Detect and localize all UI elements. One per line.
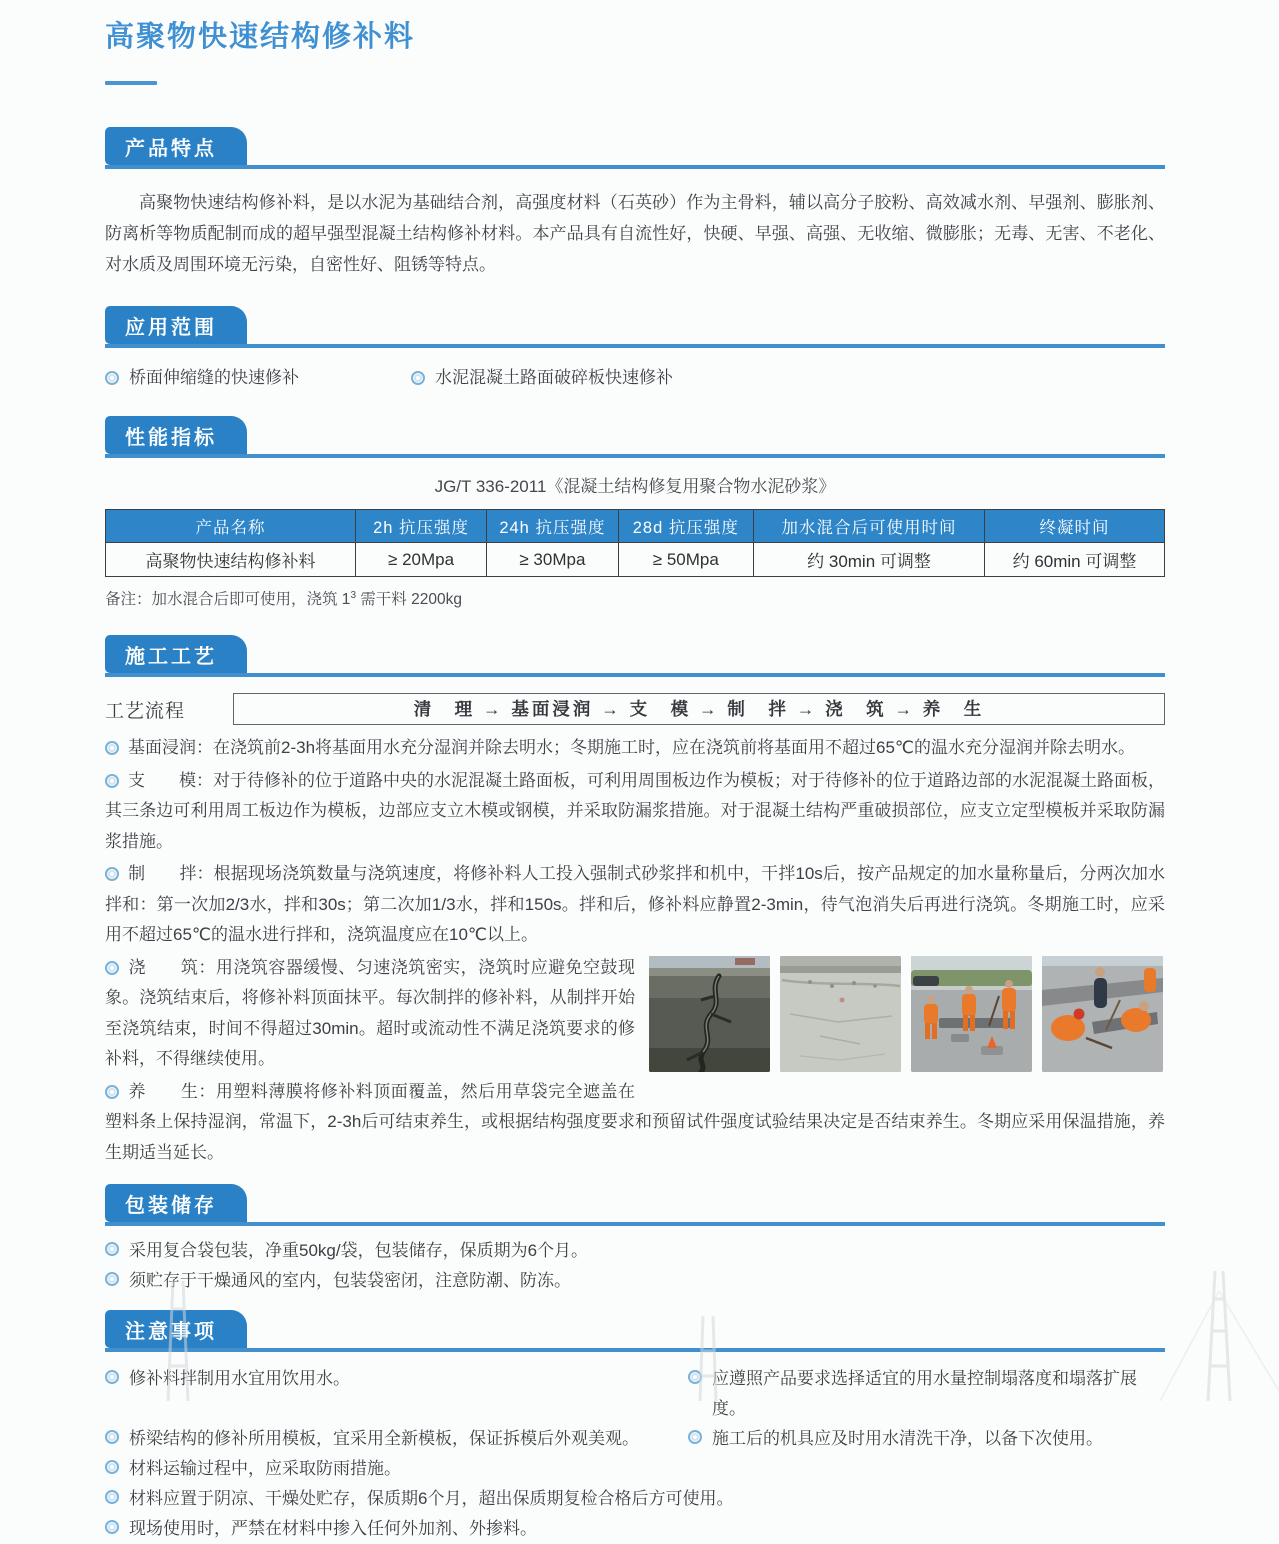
precaution-text: 应遵照产品要求选择适宜的用水量控制塌落度和塌落扩展度。: [712, 1369, 1137, 1418]
title-underline-dash: [105, 81, 157, 85]
list-item: [688, 1364, 1165, 1424]
step-paragraph: [105, 859, 1165, 951]
precaution-text: 材料运输过程中，应采取防雨措施。: [129, 1459, 401, 1478]
ring-bullet-icon: [105, 961, 119, 975]
section-tab-application: 应用范围: [105, 306, 247, 344]
table-footnote: [105, 587, 1165, 609]
table-cell: ≥ 30Mpa: [487, 543, 618, 577]
dark-pavement-crack-photo: [649, 956, 770, 1072]
precaution-text: 修补料拌制用水宜用饮用水。: [129, 1369, 350, 1388]
section-tab-performance: 性能指标: [105, 416, 247, 454]
precaution-text: 施工后的机具应及时用水清洗干净，以备下次使用。: [712, 1429, 1103, 1448]
section-tab-packaging: 包装储存: [105, 1184, 247, 1222]
section-banner-packaging: [105, 1184, 1165, 1226]
precaution-text: 材料应置于阴凉、干燥处贮存，保质期6个月，超出保质期复检合格后方可使用。: [129, 1489, 734, 1508]
application-list: [105, 364, 1165, 392]
flow-label: 工艺流程: [105, 700, 186, 722]
section-banner-construction: [105, 635, 1165, 677]
concrete-slab-crack-photo: [780, 956, 901, 1072]
ring-bullet-icon: [105, 371, 119, 385]
ring-bullet-icon: [105, 1460, 119, 1474]
application-item-text: 水泥混凝土路面破碎板快速修补: [435, 368, 673, 387]
list-item: [105, 1454, 1165, 1484]
ring-bullet-icon: [105, 1520, 119, 1534]
list-item: [105, 1236, 1165, 1266]
ring-bullet-icon: [105, 867, 119, 881]
list-item: [105, 1424, 688, 1454]
packaging-list: [105, 1236, 1165, 1296]
table-cell: 高聚物快速结构修补料: [106, 543, 356, 577]
table-header-cell: 产品名称: [106, 510, 356, 543]
list-item: [105, 1484, 1165, 1514]
list-item: [105, 1364, 688, 1424]
section-banner-application: [105, 306, 1165, 348]
construction-photo-strip: [649, 956, 1165, 1072]
table-row: [106, 543, 1165, 577]
section-tab-features: 产品特点: [105, 127, 247, 165]
application-item-text: 桥面伸缩缝的快速修补: [129, 368, 299, 387]
step-text: 基面浸润：在浇筑前2-3h将基面用水充分湿润并除去明水；冬期施工时，应在浇筑前将基面用不超过65℃的温水充分湿润并除去明水。: [128, 738, 1136, 757]
step-text: 养 生：用塑料薄膜将修补料顶面覆盖，然后用草袋完全遮盖在塑料条上保持湿润，常温下，2-3h后可结束养生，或根据结构强度要求和预留试件强度试验结果决定是否结束养生。冬期应采用保温措施，养生期适当延长。: [105, 1081, 1165, 1162]
table-cell: 约 60min 可调整: [984, 543, 1164, 577]
step-paragraph: [105, 733, 1165, 764]
precaution-text: 现场使用时，严禁在材料中掺入任何外加剂、外掺料。: [129, 1519, 537, 1538]
construction-steps: [105, 733, 1165, 1168]
ring-bullet-icon: [105, 1242, 119, 1256]
section-banner-features: [105, 127, 1165, 169]
ring-bullet-icon: [105, 1370, 119, 1384]
table-header-cell: 24h 抗压强度: [487, 510, 618, 543]
ring-bullet-icon: [105, 1430, 119, 1444]
process-flow: [105, 693, 1165, 725]
step-text: 支 模：对于待修补的位于道路中央的水泥混凝土路面板，可利用周围板边作为模板；对于待修补的位于道路边部的水泥混凝土路面板，其三条边可利用周工板边作为模板，边部应支立木模或钢模，并采取防漏浆措施。对于混凝土结构严重破损部位，应支立定型模板并采取防漏浆措施。: [105, 770, 1165, 851]
footnote-text: 备注：加水混合后即可使用，浇筑 1: [105, 591, 351, 608]
crouching-workers-repair-photo: [1042, 956, 1163, 1072]
performance-table: [105, 509, 1165, 577]
table-header-cell: 加水混合后可使用时间: [754, 510, 985, 543]
list-item: [105, 364, 411, 392]
flow-diagram-box: 清 理 → 基面浸润 → 支 模 → 制 拌 → 浇 筑 → 养 生: [233, 693, 1165, 725]
precautions-list: [105, 1364, 1165, 1544]
table-header-cell: 终凝时间: [984, 510, 1164, 543]
table-header-cell: 2h 抗压强度: [355, 510, 486, 543]
step-text: 制 拌：根据现场浇筑数量与浇筑速度，将修补料人工投入强制式砂浆拌和机中，干拌10s后，按产品规定的加水量称量后，分两次加水拌和：第一次加2/3水，拌和30s；第二次加1/3水，拌和150s。拌和后，修补料应静置2-3min，待气泡消失后再进行浇筑。冬期施工时，应采用不超过65℃的温水进行拌和，浇筑温度应在10℃以上。: [105, 864, 1165, 944]
step-text: 浇 筑：用浇筑容器缓慢、匀速浇筑密实，浇筑时应避免空鼓现象。浇筑结束后，将修补料顶面抹平。每次制拌的修补料，从制拌开始至浇筑结束，时间不得超过30min。超时或流动性不满足浇筑要求的修补料，不得继续使用。: [105, 957, 635, 1068]
page-title: 高聚物快速结构修补料: [105, 21, 416, 53]
ring-bullet-icon: [105, 774, 119, 788]
ring-bullet-icon: [105, 1490, 119, 1504]
step-paragraph: [105, 766, 1165, 858]
ring-bullet-icon: [105, 741, 119, 755]
table-header-row: [106, 510, 1165, 543]
table-cell: ≥ 20Mpa: [355, 543, 486, 577]
ring-bullet-icon: [105, 1272, 119, 1286]
section-tab-construction: 施工工艺: [105, 635, 247, 673]
step-paragraph: [105, 1077, 1165, 1169]
precaution-text: 桥梁结构的修补所用模板，宜采用全新模板，保证拆模后外观美观。: [129, 1429, 639, 1448]
packaging-item-text: 须贮存于干燥通风的室内，包装袋密闭，注意防潮、防冻。: [129, 1271, 571, 1290]
ring-bullet-icon: [688, 1370, 702, 1384]
features-paragraph: 高聚物快速结构修补料，是以水泥为基础结合剂，高强度材料（石英砂）作为主骨料，辅以高分子胶粉、高效减水剂、早强剂、膨胀剂、防离析等物质配制而成的超早强型混凝土结构修补材料。本产品具有自流性好，快硬、早强、高强、无收缩、微膨胀；无毒、无害、不老化、对水质及周围环境无污染，自密性好、阻锈等特点。: [105, 193, 1165, 274]
footnote-superscript: 3: [350, 589, 356, 601]
ring-bullet-icon: [688, 1430, 702, 1444]
section-banner-performance: [105, 416, 1165, 458]
section-banner-precautions: [105, 1310, 1165, 1352]
table-header-cell: 28d 抗压强度: [618, 510, 754, 543]
list-item: [688, 1424, 1165, 1454]
ring-bullet-icon: [105, 1085, 119, 1099]
list-item: [105, 1514, 1165, 1544]
list-item: [105, 1266, 1165, 1296]
standard-reference: JG/T 336-2011《混凝土结构修复用聚合物水泥砂浆》: [434, 477, 836, 496]
footnote-text: 需干料 2200kg: [356, 591, 462, 608]
section-tab-precautions: 注意事项: [105, 1310, 247, 1348]
list-item: [411, 364, 673, 392]
table-cell: 约 30min 可调整: [754, 543, 985, 577]
step-paragraph: [105, 953, 1165, 1075]
road-repair-workers-photo: [911, 956, 1032, 1072]
ring-bullet-icon: [411, 371, 425, 385]
table-cell: ≥ 50Mpa: [618, 543, 754, 577]
packaging-item-text: 采用复合袋包装，净重50kg/袋，包装储存，保质期为6个月。: [129, 1241, 589, 1260]
